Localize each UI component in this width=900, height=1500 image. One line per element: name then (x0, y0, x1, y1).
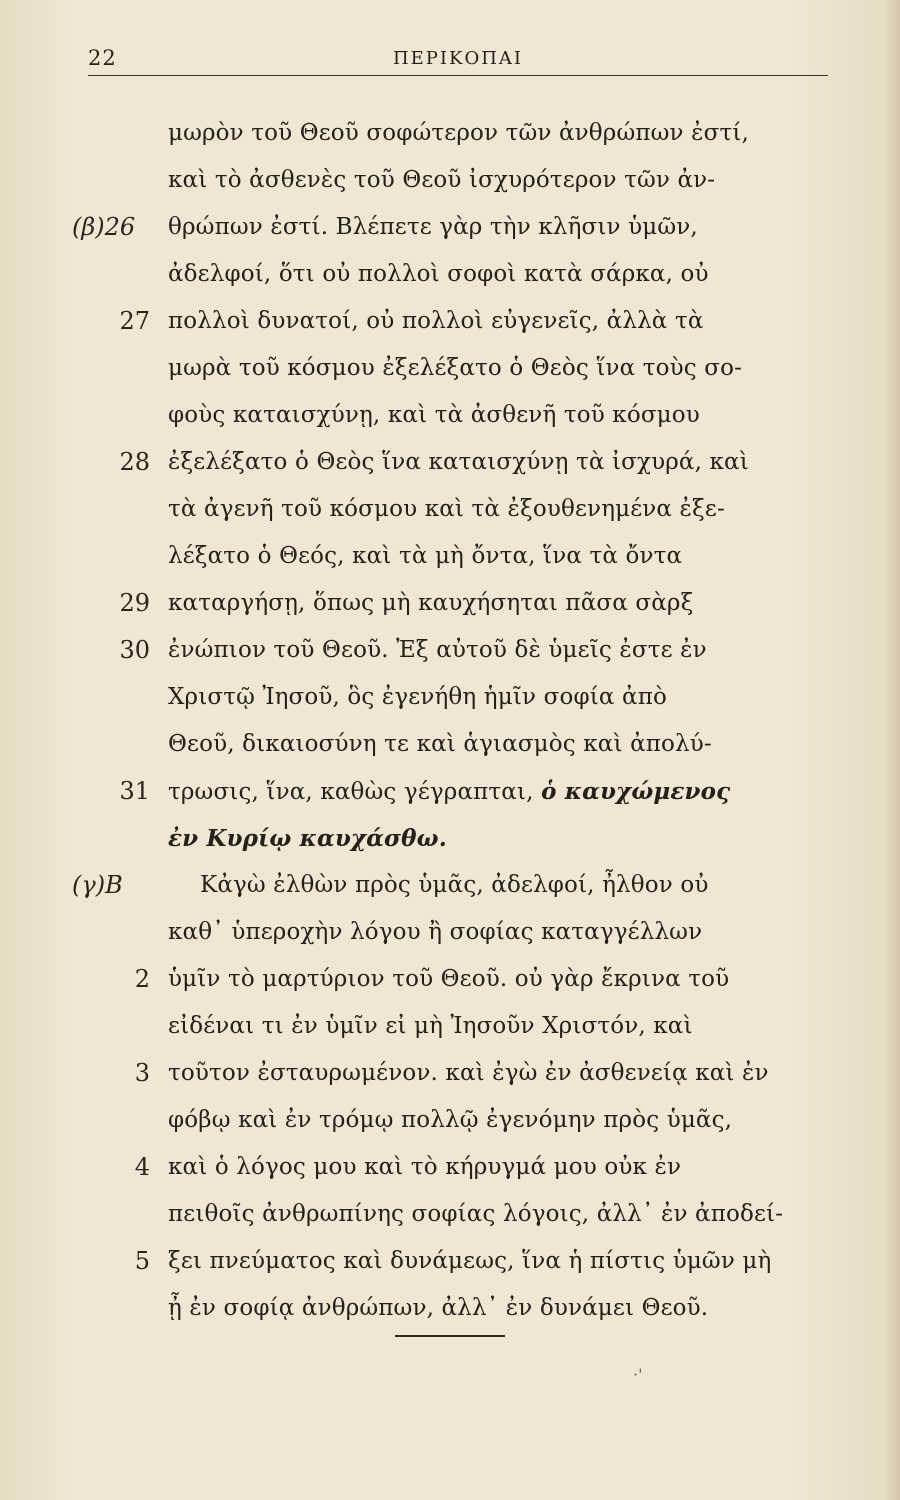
verse-number: 31 (119, 777, 150, 805)
text-line (72, 1144, 852, 1191)
paper-speck: ·' (633, 1365, 643, 1384)
section-verse-marker: (β)26 (72, 213, 136, 241)
text-line (72, 815, 852, 862)
line-text: καταργήσῃ, ὅπως μὴ καυχήσηται πᾶσα σὰρξ (168, 590, 694, 616)
verse-number: 28 (119, 448, 150, 476)
text-line (72, 486, 852, 533)
text-line (72, 251, 852, 298)
text-line (72, 533, 852, 580)
text-line (72, 768, 852, 815)
line-text: πειθοῖς ἀνθρωπίνης σοφίας λόγοις, ἀλλ᾽ ἐν ἀποδεί- (168, 1201, 784, 1227)
line-text: ξει πνεύματος καὶ δυνάμεως, ἵνα ἡ πίστις ὑμῶν μὴ (168, 1248, 772, 1274)
text-line (72, 580, 852, 627)
text-line (72, 392, 852, 439)
text-line (72, 1097, 852, 1144)
emphasized-quotation: ἐν Κυρίῳ καυχάσθω. (168, 825, 447, 852)
verse-number: 4 (134, 1153, 150, 1181)
line-text: θρώπων ἐστί. Βλέπετε γὰρ τὴν κλῆσιν ὑμῶν, (168, 214, 698, 240)
line-text: ὑμῖν τὸ μαρτύριον τοῦ Θεοῦ. οὐ γὰρ ἔκρινα τοῦ (168, 966, 730, 992)
text-line (72, 1003, 852, 1050)
line-text: ἀδελφοί, ὅτι οὐ πολλοὶ σοφοὶ κατὰ σάρκα, οὐ (168, 261, 709, 287)
line-text: πολλοὶ δυνατοί, οὐ πολλοὶ εὐγενεῖς, ἀλλὰ τὰ (168, 308, 704, 334)
line-text: τοῦτον ἐσταυρωμένον. καὶ ἐγὼ ἐν ἀσθενείᾳ καὶ ἐν (168, 1060, 769, 1086)
greek-text-block (72, 110, 852, 1332)
text-line (72, 204, 852, 251)
verse-number: 3 (134, 1059, 150, 1087)
text-line (72, 862, 852, 909)
line-text: ἐξελέξατο ὁ Θεὸς ἵνα καταισχύνῃ τὰ ἰσχυρά, καὶ (168, 449, 749, 475)
line-text: ᾖ ἐν σοφίᾳ ἀνθρώπων, ἀλλ᾽ ἐν δυνάμει Θεοῦ. (168, 1295, 709, 1321)
text-line (72, 909, 852, 956)
line-text: Θεοῦ, δικαιοσύνη τε καὶ ἁγιασμὸς καὶ ἀπολύ- (168, 731, 712, 757)
text-line (72, 721, 852, 768)
text-line (72, 298, 852, 345)
line-text: Χριστῷ Ἰησοῦ, ὃς ἐγενήθη ἡμῖν σοφία ἀπὸ (168, 684, 667, 710)
text-line (72, 1050, 852, 1097)
line-text: λέξατο ὁ Θεός, καὶ τὰ μὴ ὄντα, ἵνα τὰ ὄντα (168, 543, 683, 569)
text-line (72, 627, 852, 674)
line-text: Κἀγὼ ἐλθὼν πρὸς ὑμᾶς, ἀδελφοί, ἦλθον οὐ (200, 872, 709, 898)
text-line (72, 1191, 852, 1238)
text-line (72, 439, 852, 486)
line-text-regular: τρωσις, ἵνα, καθὼς γέγραπται, (168, 779, 534, 805)
emphasized-quotation: ὁ καυχώμενος (541, 778, 731, 805)
text-line (72, 157, 852, 204)
line-text: φόβῳ καὶ ἐν τρόμῳ πολλῷ ἐγενόμην πρὸς ὑμᾶς, (168, 1107, 733, 1133)
text-line (72, 956, 852, 1003)
line-text: τὰ ἀγενῆ τοῦ κόσμου καὶ τὰ ἐξουθενημένα ἐξε- (168, 496, 725, 522)
text-line (72, 110, 852, 157)
section-end-rule (395, 1335, 505, 1337)
text-line (72, 345, 852, 392)
verse-number: 2 (134, 965, 150, 993)
running-title: ΠΕΡΙΚΟΠΑΙ (392, 48, 524, 69)
text-line (72, 674, 852, 721)
verse-number: 30 (119, 636, 150, 664)
line-text (168, 768, 730, 816)
text-line (72, 1238, 852, 1285)
verse-number: 27 (119, 307, 150, 335)
line-text: μωρὰ τοῦ κόσμου ἐξελέξατο ὁ Θεὸς ἵνα τοὺς σο- (168, 355, 743, 381)
page-number: 22 (88, 46, 117, 70)
section-chapter-marker: (γ)B (72, 871, 123, 899)
text-line (72, 1285, 852, 1332)
line-text: μωρὸν τοῦ Θεοῦ σοφώτερον τῶν ἀνθρώπων ἐστί, (168, 120, 749, 146)
line-text: εἰδέναι τι ἐν ὑμῖν εἰ μὴ Ἰησοῦν Χριστόν, καὶ (168, 1013, 693, 1039)
line-text: φοὺς καταισχύνῃ, καὶ τὰ ἀσθενῆ τοῦ κόσμου (168, 402, 700, 428)
page-header (88, 46, 828, 78)
line-text: καθ᾽ ὑπεροχὴν λόγου ἢ σοφίας καταγγέλλων (168, 919, 703, 945)
line-text: ἐνώπιον τοῦ Θεοῦ. Ἐξ αὐτοῦ δὲ ὑμεῖς ἐστε ἐν (168, 637, 707, 663)
verse-number: 29 (119, 589, 150, 617)
header-rule (88, 75, 828, 76)
line-text: καὶ τὸ ἀσθενὲς τοῦ Θεοῦ ἰσχυρότερον τῶν ἀν- (168, 167, 716, 193)
page-edge-shadow (884, 0, 900, 1500)
verse-number: 5 (134, 1247, 150, 1275)
line-text: καὶ ὁ λόγος μου καὶ τὸ κήρυγμά μου οὐκ ἐν (168, 1154, 682, 1180)
